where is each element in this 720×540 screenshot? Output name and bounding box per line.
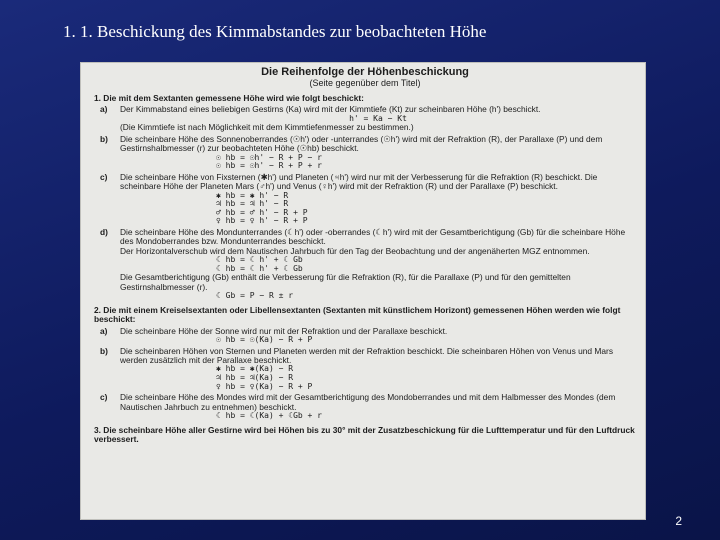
item-text: Der Kimmabstand eines beliebigen Gestirns (Ka) wird mit der Kimmtiefe (Kt) zur scheinbaren Höhe (h') beschickt. [120,104,541,115]
formula: ☾ hb = ☾ h' + ☾ Gb [216,255,303,265]
formula: ♃ hb = ♃(Ka) − R [216,373,294,383]
item-label: b) [100,345,108,356]
scan-heading: Die Reihenfolge der Höhenbeschickung [261,66,469,78]
formula: ☉ hb = ☉h' − R + P + r [216,161,322,171]
section-2-heading: 2. Die mit einem Kreiselsextanten oder Libellensextanten (Sextanten mit künstlichem Horizont) gemessenen Höhen werden wie folgt beschickt: [94,304,621,325]
slide-title: 1. 1. Beschickung des Kimmabstandes zur beobachteten Höhe [63,22,487,41]
formula: ☾ hb = ☾(Ka) + ☾Gb + r [216,411,322,421]
formula: h' = Ka − Kt [349,113,407,123]
formula: ✱ hb = ✱(Ka) − R [216,364,294,374]
item-label: b) [100,133,108,144]
page-number: 2 [675,514,682,528]
formula: ☾ Gb = P − R ± r [216,291,294,301]
item-text: Die scheinbare Höhe der Sonne wird nur mit der Refraktion und der Parallaxe beschickt. [120,325,448,336]
formula: ☾ hb = ☾ h' + ☾ Gb [216,263,303,273]
item-label: c) [100,171,108,182]
formula: ♀ hb = ♀ h' − R + P [216,216,308,226]
section-1-heading: 1. Die mit dem Sextanten gemessene Höhe wird wie folgt beschickt: [94,93,364,103]
item-label: a) [100,104,108,115]
section-1-item-b [94,135,636,171]
item-note: Der Horizontalverschub wird dem Nautischen Jahrbuch für den Tag der Beobachtung und der angenäherten MGZ entnommen. [120,245,590,256]
item-text: Die scheinbare Höhe des Mondes wird mit der Gesamtberichtigung des Mondoberrandes und mit dem Halbmesser des Mondes (dem Nautischen Jahrbuch zu entnehmen) beschickt. [120,392,616,412]
item-text: Die scheinbare Höhe von Fixsternen (✱h') und Planeten (♃h') wird nur mit der Verbesserung für die Refraktion (R) beschickt. Die scheinbare Höhe der Planeten Mars (♂h') und Venus (♀h') wird mit der Refraktion (R) und der Parallaxe (P) beschickt. [120,171,598,192]
item-label: c) [100,392,108,403]
section-2-item-a [94,327,636,345]
scanned-page [80,62,646,520]
section-2-item-c [94,393,636,420]
item-text: Die scheinbare Höhe des Mondunterrandes (☾h') oder -oberrandes (☾h') wird mit der Gesamtberichtigung (Gb) für die scheinbare Höhe des Mondoberrandes bzw. Mondunterrandes beschickt. [120,227,626,247]
item-label: d) [100,227,108,237]
formula: ☉ hb = ☉h' − R + P − r [216,152,322,162]
section-1-item-a [94,105,636,132]
formula: ☉ hb = ☉(Ka) − R + P [216,335,313,345]
section-1-item-c [94,173,636,226]
section-1-item-d [94,228,636,301]
formula: ♃ hb = ♃ h' − R [216,199,289,209]
scan-subheading: (Seite gegenüber dem Titel) [309,78,421,88]
item-note: Die Gesamtberichtigung (Gb) enthält die Verbesserung für die Refraktion (R), für die Parallaxe (P) und für den gemittelten Gestirnshalbmesser (r). [120,272,571,292]
item-label: a) [100,325,108,336]
item-note: (Die Kimmtiefe ist nach Möglichkeit mit dem Kimmtiefenmesser zu bestimmen.) [120,122,414,133]
item-text: Die scheinbare Höhe des Sonnenoberrandes (☉h') oder -unterrandes (☉h') wird mit der Refraktion (R), der Parallaxe (P) und dem Gestirnshalbmesser (r) zur beobachteten Höhe (☉hb) beschickt. [120,133,603,154]
formula: ♀ hb = ♀(Ka) − R + P [216,381,313,391]
item-text: Die scheinbaren Höhen von Sternen und Planeten werden mit der Refraktion beschickt. Die scheinbaren Höhen von Venus und Mars werden zusätzlich mit der Parallaxe beschickt. [120,345,614,366]
formula: ✱ hb = ✱ h' − R [216,190,289,200]
formula: ♂ hb = ♂ h' − R + P [216,207,308,217]
section-3-heading: 3. Die scheinbare Höhe aller Gestirne wird bei Höhen bis zu 30° mit der Zusatzbeschickung für die Lufttemperatur und für den Luftdruck verbessert. [94,424,635,445]
section-2-item-b [94,347,636,392]
